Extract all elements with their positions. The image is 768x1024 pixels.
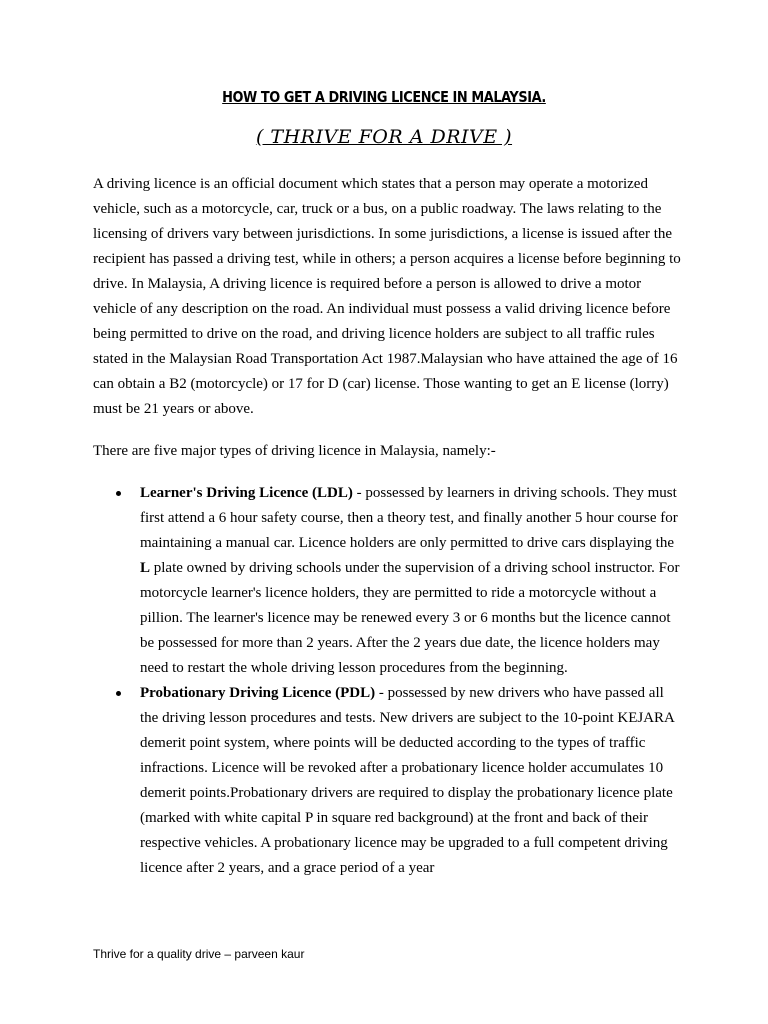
bullet-icon [116,491,121,496]
list-item [108,481,685,681]
licence-types-list [108,481,685,881]
licence-description-continued: plate owned by driving schools under the supervision of a driving school instructor. For motorcycle learner's licence holders, they are permitted to ride a motorcycle without a pillion. The learner's licence may be renewed every 3 or 6 months but the licence cannot be possessed for more than 2 years. After the 2 years due date, the licence holders may need to restart the whole driving lesson procedures from the beginning. [140,560,680,676]
bullet-icon [116,691,121,696]
page-footer: Thrive for a quality drive – parveen kaur [93,947,305,961]
intro-paragraph: A driving licence is an official document which states that a person may operate a motorized vehicle, such as a motorcycle, car, truck or a bus, on a public roadway. The laws relating to the licensing of drivers vary between jurisdictions. In some jurisdictions, a license is issued after the recipient has passed a driving test, while in others; a person acquires a license before beginning to drive. In Malaysia, A driving licence is required before a person is allowed to drive a motor vehicle of any description on the road. An individual must possess a valid driving licence before being permitted to drive on the road, and driving licence holders are subject to all traffic rules stated in the Malaysian Road Transportation Act 1987.Malaysian who have attained the age of 16 can obtain a B2 (motorcycle) or 17 for D (car) license. Those wanting to get an E license (lorry) must be 21 years or above. [93,176,681,417]
licence-term: Probationary Driving Licence (PDL) [140,685,376,701]
licence-plate-letter: L [140,560,151,576]
document-title: HOW TO GET A DRIVING LICENCE IN MALAYSIA. [222,88,546,106]
list-item [108,681,685,881]
licence-description: - possessed by new drivers who have passed all the driving lesson procedures and tests. New drivers are subject to the 10-point KEJARA demerit point system, where points will be deducted according to the types of traffic infractions. Licence will be revoked after a probationary licence holder accumulates 10 demerit points.Probationary drivers are required to display the probationary licence plate (marked with white capital P in square red background) at the front and back of their respective vehicles. A probationary licence may be upgraded to a full competent driving licence after 2 years, and a grace period of a year [140,685,675,876]
licence-term: Learner's Driving Licence (LDL) [140,485,353,501]
document-subtitle: ( THRIVE FOR A DRIVE ) [255,126,513,148]
licence-description: - possessed by learners in driving schools. They must first attend a 6 hour safety course, then a theory test, and finally another 5 hour course for maintaining a manual car. Licence holders are only permitted to drive cars displaying the [140,485,678,551]
types-intro-paragraph: There are five major types of driving licence in Malaysia, namely:- [93,443,496,459]
